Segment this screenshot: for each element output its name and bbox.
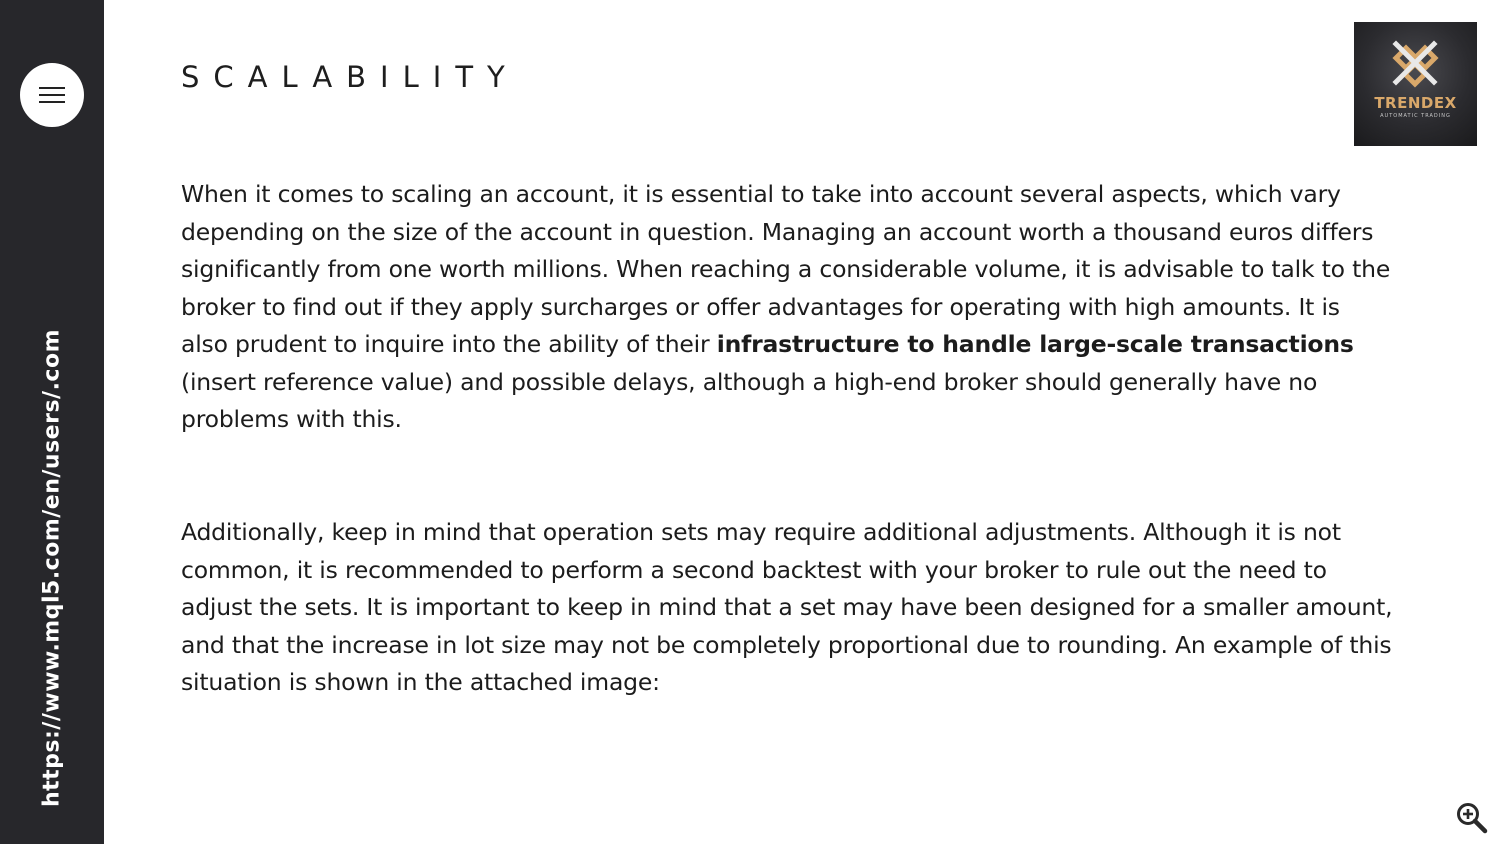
- paragraph-adjustments: Additionally, keep in mind that operation sets may require additional adjustments. Although it is not common, it is recommended to perform a second backtest with your broker to rule out the need to adjust the sets. It is important to keep in mind that a set may have been designed for a smaller amount, and that the increase in lot size may not be completely proportional due to rounding. An example of this situation is shown in the attached image:: [181, 518, 1393, 696]
- trendex-logo: [1354, 22, 1477, 146]
- trendex-emblem-icon: [1382, 36, 1449, 94]
- sidebar: [0, 0, 104, 844]
- logo-name: TRENDEX: [1374, 94, 1457, 112]
- paragraph-scaling-emphasis: infrastructure to handle large-scale transactions: [716, 330, 1354, 358]
- menu-button[interactable]: [20, 63, 84, 127]
- paragraph-scaling: [181, 176, 1393, 439]
- hamburger-menu-icon: [39, 83, 65, 107]
- paragraph-scaling-intro: When it comes to scaling an account, it is essential to take into account several aspects, which vary depending on the size of the account in question. Managing an account worth a thousand euros differs significantly from one worth millions. When reaching a considerable volume, it is advisable to talk to the broker to find out if they apply surcharges or offer advantages for operating with high amounts. It is also prudent to inquire into the ability of their: [181, 180, 1391, 358]
- slide-title: SCALABILITY: [181, 60, 519, 94]
- logo-tagline: AUTOMATIC TRADING: [1380, 113, 1451, 119]
- paragraph-scaling-end: (insert reference value) and possible delays, although a high-end broker should generally have no problems with this.: [181, 367, 1318, 433]
- zoom-in-icon: [1455, 801, 1489, 835]
- zoom-in-button[interactable]: [1455, 801, 1489, 835]
- sidebar-url-link[interactable]: https://www.mql5.com/en/users/.com: [39, 328, 65, 808]
